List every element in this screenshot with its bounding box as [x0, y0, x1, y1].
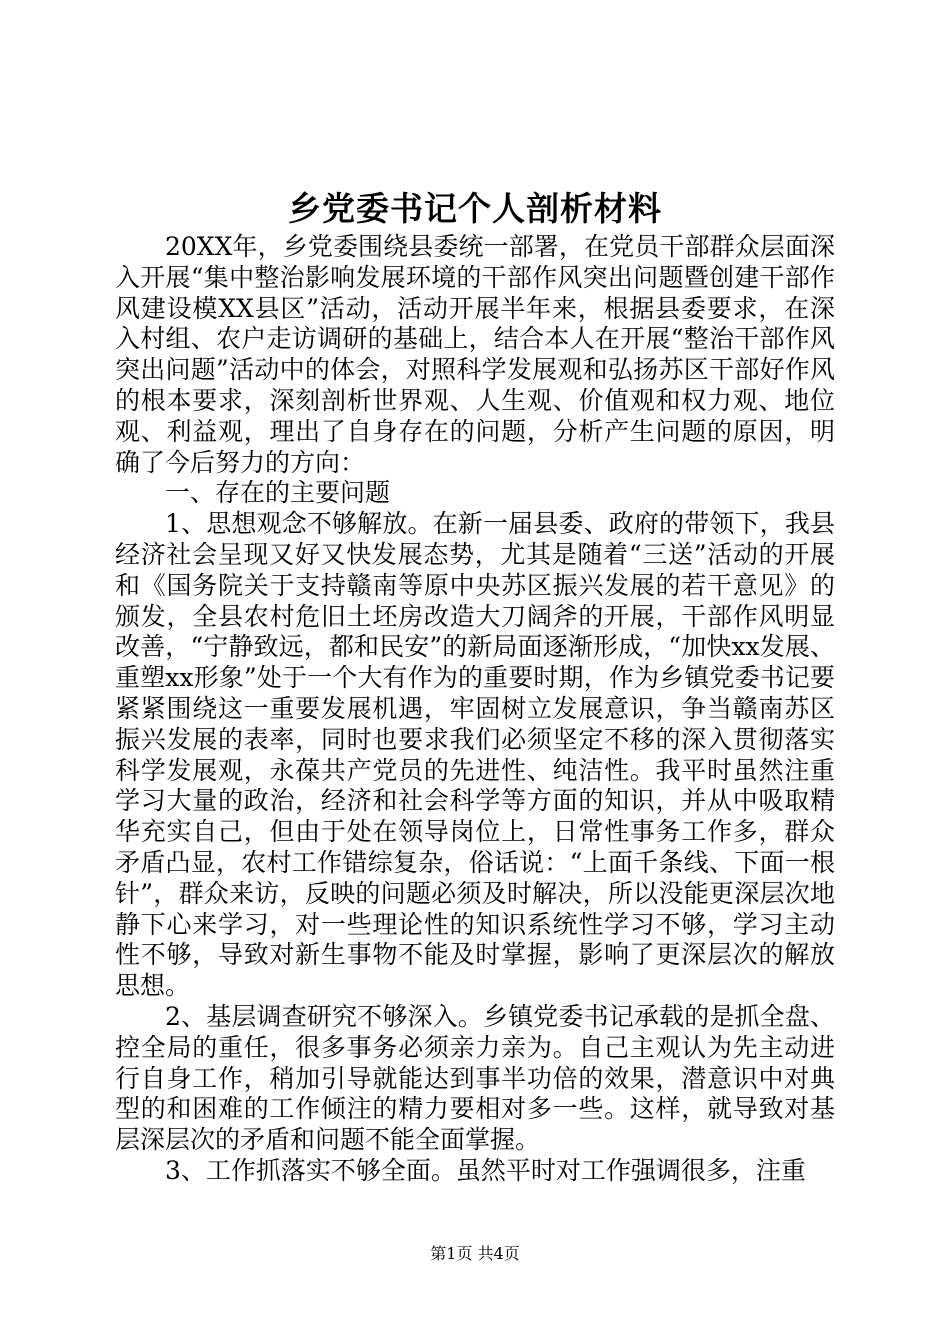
section-heading: 一、存在的主要问题 [165, 478, 391, 508]
issue-paragraph-2: 2、基层调查研究不够深入。乡镇党委书记承载的是抓全盘、控全局的重任，很多事务必须亲力亲为。自己主观认为先主动进行自身工作，稍加引导就能达到事半功倍的效果，潜意识中对典型的和困难的工作倾注的精力要相对多一些。这样，就导致对基层深层次的矛盾和问题不能全面掌握。 [115, 1001, 835, 1155]
issue-paragraph-1: 1、思想观念不够解放。在新一届县委、政府的带领下，我县经济社会呈现又好又快发展态势，尤其是随着“三送”活动的开展和《国务院关于支持赣南等原中央苏区振兴发展的若干意见》的颁发，全县农村危旧土坯房改造大刀阔斧的开展，干部作风明显改善，“宁静致远，都和民安”的新局面逐渐形成，“加快xx发展、重塑xx形象”处于一个大有作为的重要时期，作为乡镇党委书记要紧紧围绕这一重要发展机遇，牢固树立发展意识，争当赣南苏区振兴发展的表率，同时也要求我们必须坚定不移的深入贯彻落实科学发展观，永葆共产党员的先进性、纯洁性。我平时虽然注重学习大量的政治，经济和社会科学等方面的知识，并从中吸取精华充实自己，但由于处在领导岗位上，日常性事务工作多，群众矛盾凸显，农村工作错综复杂，俗话说：“上面千条线、下面一根针”，群众来访，反映的问题必须及时解决，所以没能更深层次地静下心来学习，对一些理论性的知识系统性学习不够，学习主动性不够，导致对新生事物不能及时掌握，影响了更深层次的解放思想。 [115, 509, 835, 1001]
issue-paragraph-3: 3、工作抓落实不够全面。虽然平时对工作强调很多，注重 [165, 1155, 806, 1185]
intro-paragraph: 20XX年，乡党委围绕县委统一部署，在党员干部群众层面深入开展“集中整治影响发展环境的干部作风突出问题暨创建干部作风建设模XX县区”活动，活动开展半年来，根据县委要求，在深入村组、农户走访调研的基础上，结合本人在开展“整治干部作风突出问题”活动中的体会，对照科学发展观和弘扬苏区干部好作风的根本要求，深刻剖析世界观、人生观、价值观和权力观、地位观、利益观，理出了自身存在的问题，分析产生问题的原因，明确了今后努力的方向： [115, 232, 835, 477]
document-title: 乡党委书记个人剖析材料 [288, 189, 662, 228]
page-indicator: 第1页 共4页 [430, 1244, 520, 1263]
document-body [115, 232, 835, 1187]
